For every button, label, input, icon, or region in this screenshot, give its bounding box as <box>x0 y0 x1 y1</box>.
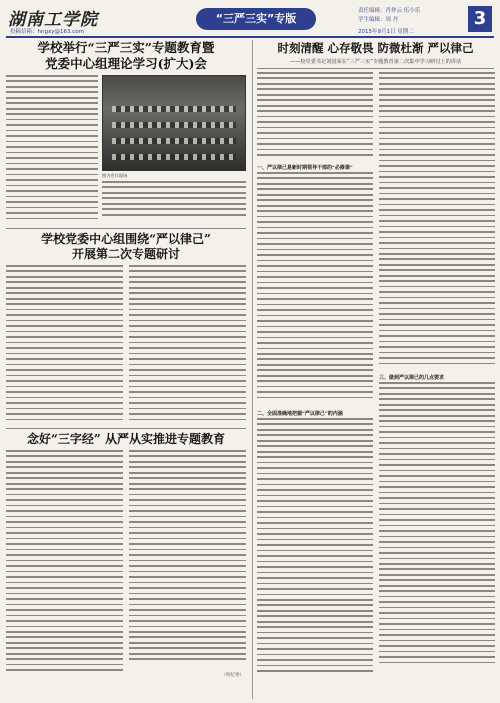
meeting-photo <box>102 75 246 171</box>
editors-info <box>358 7 420 25</box>
article-1-title-line-2: 党委中心组理论学习(扩大)会 <box>45 56 207 71</box>
divider <box>6 428 246 429</box>
left-column <box>6 40 246 699</box>
article-1-title-line-1: 学校举行“三严三实”专题教育暨 <box>37 40 215 55</box>
newspaper-logo: 湖南工学院 <box>8 10 98 30</box>
article-3-body <box>6 450 246 678</box>
speech-section-2: 二、全面准确地把握“严以律己”的内涵 <box>257 411 343 417</box>
article-1-text-right <box>102 181 246 223</box>
speech-body <box>257 72 494 682</box>
editors-line-2: 学生编辑：周 丹 <box>358 17 399 23</box>
divider <box>6 228 246 229</box>
contact-email: 投稿信箱：hngxy@163.com <box>10 29 84 35</box>
article-2-title-line-2: 开展第二次专题研讨 <box>71 247 180 261</box>
speech-title: 时刻清醒 心存敬畏 防微杜渐 严以律己 <box>277 41 474 55</box>
speech-col-2 <box>379 72 495 682</box>
article-2 <box>6 232 246 425</box>
speech-subtitle: ——校党委书记刘国荣在“三严三实”专题教育第二次集中学习研讨上的讲话 <box>289 59 462 65</box>
article-1-text-left <box>6 75 98 223</box>
speech-section-3: 三、做到严以律己的几点要求 <box>379 375 445 381</box>
special-edition-banner: “三严三实”专版 <box>196 8 316 30</box>
article-3 <box>6 432 246 678</box>
editors-line-1: 责任编辑：肖仲云 伍小乐 <box>358 8 421 14</box>
article-1 <box>6 40 246 225</box>
article-3-author: （校纪委） <box>221 673 244 678</box>
issue-date: 2015年9月1日 星期二 <box>358 29 414 35</box>
article-2-title <box>6 232 246 262</box>
article-1-title <box>6 40 246 72</box>
page-number: 3 <box>468 6 492 32</box>
article-3-title: 念好“三字经” 从严从实推进专题教育 <box>27 432 225 446</box>
right-column <box>252 40 494 699</box>
speech-col-1 <box>257 72 373 682</box>
article-2-title-line-1: 学校党委中心组围绕“严以律己” <box>41 232 211 246</box>
photo-caption: 图为会议现场 <box>102 173 128 178</box>
article-2-body <box>6 265 246 425</box>
content-columns <box>6 40 494 699</box>
article-1-body <box>6 75 246 225</box>
masthead <box>6 4 494 38</box>
speech-section-1: 一、严以律己是新时期领导干部的“必修课” <box>257 165 353 171</box>
